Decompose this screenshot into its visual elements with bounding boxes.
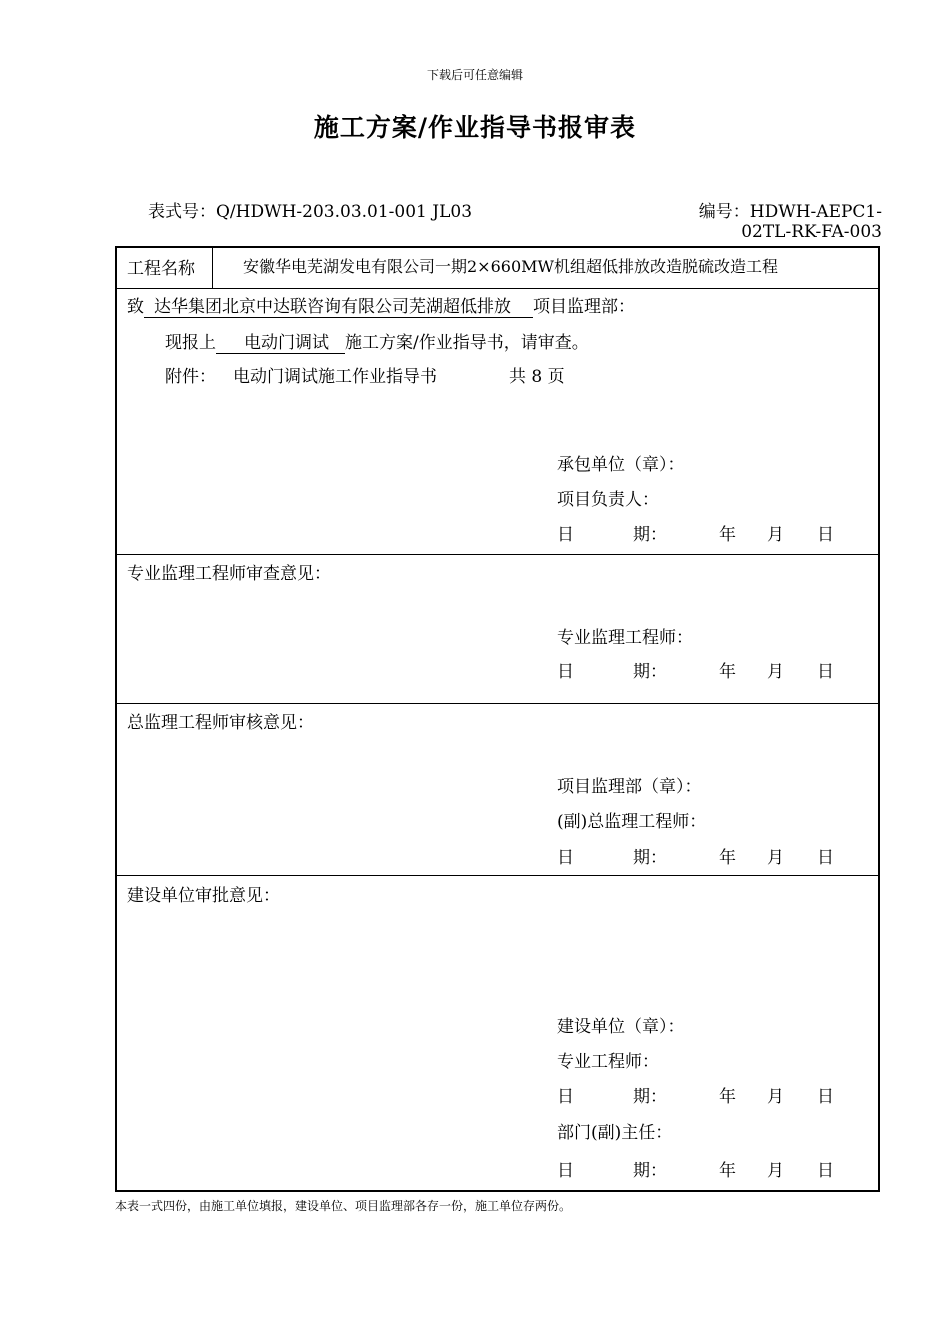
date-year: 年 <box>719 662 736 682</box>
chief-engineer-signature: (副)总监理工程师： <box>557 812 707 832</box>
submission-to <box>127 292 635 318</box>
row-divider <box>117 875 878 876</box>
submission-report <box>165 328 589 354</box>
date-label-suffix: 期： <box>633 1087 667 1107</box>
date-label: 日 <box>557 1087 574 1107</box>
header-note: 下载后可任意编辑 <box>426 68 523 82</box>
specialist-signature: 专业监理工程师： <box>557 628 693 648</box>
to-prefix: 致 <box>127 297 144 317</box>
approval-form-table <box>115 246 880 1192</box>
date-day: 日 <box>817 848 834 868</box>
serial-number-line2: 02TL-RK-FA-003 <box>741 222 882 242</box>
report-prefix: 现报上 <box>165 333 216 353</box>
date-label-suffix: 期： <box>633 1161 667 1181</box>
date-month: 月 <box>767 662 784 682</box>
date-label-suffix: 期： <box>633 525 667 545</box>
date-label-suffix: 期： <box>633 662 667 682</box>
date-label: 日 <box>557 525 574 545</box>
report-subject: 电动门调试 <box>216 334 345 354</box>
owner-seal: 建设单位（章）： <box>557 1017 685 1037</box>
row-divider <box>117 703 878 704</box>
specialist-review-heading: 专业监理工程师审查意见： <box>127 564 331 584</box>
date-year: 年 <box>719 525 736 545</box>
page-title: 施工方案/作业指导书报审表 <box>313 113 637 142</box>
date-label-suffix: 期： <box>633 848 667 868</box>
supervision-dept-seal: 项目监理部（章）： <box>557 777 702 797</box>
date-month: 月 <box>767 1087 784 1107</box>
attachment-label: 附件： <box>165 367 216 387</box>
date-year: 年 <box>719 848 736 868</box>
to-suffix: 项目监理部： <box>533 297 635 317</box>
to-organization: 达华集团北京中达联咨询有限公司芜湖超低排放 <box>144 298 533 318</box>
date-day: 日 <box>817 662 834 682</box>
chief-review-heading: 总监理工程师审核意见： <box>127 713 314 733</box>
report-suffix: 施工方案/作业指导书，请审查。 <box>345 333 589 353</box>
owner-engineer-signature: 专业工程师： <box>557 1052 659 1072</box>
date-label: 日 <box>557 848 574 868</box>
footnote: 本表一式四份，由施工单位填报，建设单位、项目监理部各存一份，施工单位存两份。 <box>115 1199 572 1213</box>
date-year: 年 <box>719 1161 736 1181</box>
column-divider <box>212 248 213 288</box>
date-day: 日 <box>817 1087 834 1107</box>
date-label: 日 <box>557 1161 574 1181</box>
date-label: 日 <box>557 662 574 682</box>
contractor-seal: 承包单位（章）： <box>557 455 685 475</box>
attachment-name: 电动门调试施工作业指导书 <box>233 367 437 387</box>
row-divider <box>117 554 878 555</box>
date-year: 年 <box>719 1087 736 1107</box>
dept-director-signature: 部门(副)主任： <box>557 1123 673 1143</box>
date-month: 月 <box>767 1161 784 1181</box>
owner-approval-heading: 建设单位审批意见： <box>127 886 280 906</box>
date-day: 日 <box>817 1161 834 1181</box>
project-manager: 项目负责人： <box>557 490 659 510</box>
serial-number-line1: 编号：HDWH-AEPC1- <box>698 202 882 222</box>
row-divider <box>117 288 878 289</box>
attachment-pages: 共 8 页 <box>509 367 565 387</box>
project-name-value: 安徽华电芜湖发电有限公司一期2×660MW机组超低排放改造脱硫改造工程 <box>243 257 778 276</box>
form-number: 表式号：Q/HDWH-203.03.01-001 JL03 <box>148 202 473 222</box>
date-month: 月 <box>767 848 784 868</box>
date-month: 月 <box>767 525 784 545</box>
project-name-label: 工程名称 <box>127 259 195 279</box>
date-day: 日 <box>817 525 834 545</box>
